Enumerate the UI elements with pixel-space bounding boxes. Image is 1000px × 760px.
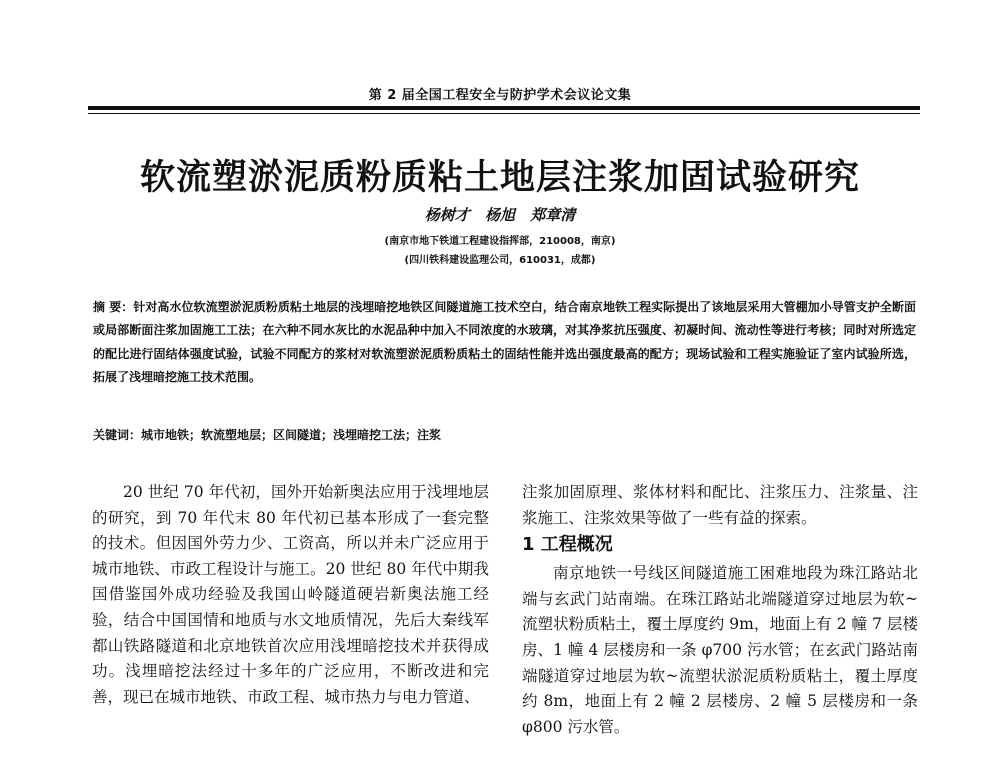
body-paragraph-overview: 南京地铁一号线区间隧道施工困难地段为珠江路站北端与玄武门站南端。在珠江路站北端隧道穿过地层为软~流塑状粉质粘土，覆土厚度约 9m，地面上有 2 幢 7 层楼房、1 幢 4 层楼房和一条 φ700 污水管；在玄武门路站南端隧道穿过地层为软~流塑状淤泥质粉质粘土，覆土厚度约 8m，地面上有 2 幢 2 层楼房、2 幢 5 层楼房和一条 φ800 污水管。 xyxy=(522,564,918,736)
keywords-label: 关键词： xyxy=(93,428,142,442)
section-heading-overview: 1 工程概况 xyxy=(522,534,613,556)
keywords xyxy=(93,426,916,443)
running-header: 第 2 届全国工程安全与防护学术会议论文集 xyxy=(368,88,632,103)
header-rule-thin xyxy=(88,113,920,114)
abstract-text: 针对高水位软流塑淤泥质粉质粘土地层的浅埋暗挖地铁区间隧道施工技术空白，结合南京地铁工程实际提出了该地层采用大管棚加小导管支护全断面或局部断面注浆加固施工工法；在六种不同水灰比的水泥品种中加入不同浓度的水玻璃，对其净浆抗压强度、初凝时间、流动性等进行考核；同时对所选定的配比进行固结体强度试验，试验不同配方的浆材对软流塑淤泥质粉质粘土的固结性能并选出强度最高的配方；现场试验和工程实施验证了室内试验所选，拓展了浅埋暗挖施工技术范围。 xyxy=(93,300,916,385)
paper-title: 软流塑淤泥质粉质粘土地层注浆加固试验研究 xyxy=(139,158,860,198)
body-paragraph-continued: 注浆加固原理、浆体材料和配比、注浆压力、注浆量、注浆施工、注浆效果等做了一些有益的探索。 xyxy=(522,483,918,527)
affiliation-2: (四川铁科建设监理公司，610031，成都) xyxy=(404,255,596,266)
body-paragraph-intro: 20 世纪 70 年代初，国外开始新奥法应用于浅埋地层的研究，到 70 年代末 80 年代初已基本形成了一套完整的技术。但因国外劳力少、工资高，所以并未广泛应用于城市地铁、市政工程设计与施工。20 世纪 80 年代中期我国借鉴国外成功经验及我国山岭隧道硬岩新奥法施工经验，结合中国国情和地质与水文地质情况，先后大秦线军都山铁路隧道和北京地铁首次应用浅埋暗挖技术并获得成功。浅埋暗挖法经过十多年的广泛应用，不断改进和完善，现已在城市地铁、市政工程、城市热力与电力管道、 xyxy=(92,483,489,706)
body-column-right xyxy=(522,480,918,740)
abstract xyxy=(93,296,916,390)
keywords-text: 城市地铁；软流塑地层；区间隧道；浅埋暗挖工法；注浆 xyxy=(141,428,442,442)
paper-authors: 杨树才 杨旭 郑章清 xyxy=(424,206,576,224)
abstract-label: 摘 要： xyxy=(93,300,134,314)
affiliation-1: (南京市地下铁道工程建设指挥部，210008，南京) xyxy=(384,236,616,247)
body-column-left xyxy=(92,480,489,710)
header-rule-thick xyxy=(88,106,920,110)
